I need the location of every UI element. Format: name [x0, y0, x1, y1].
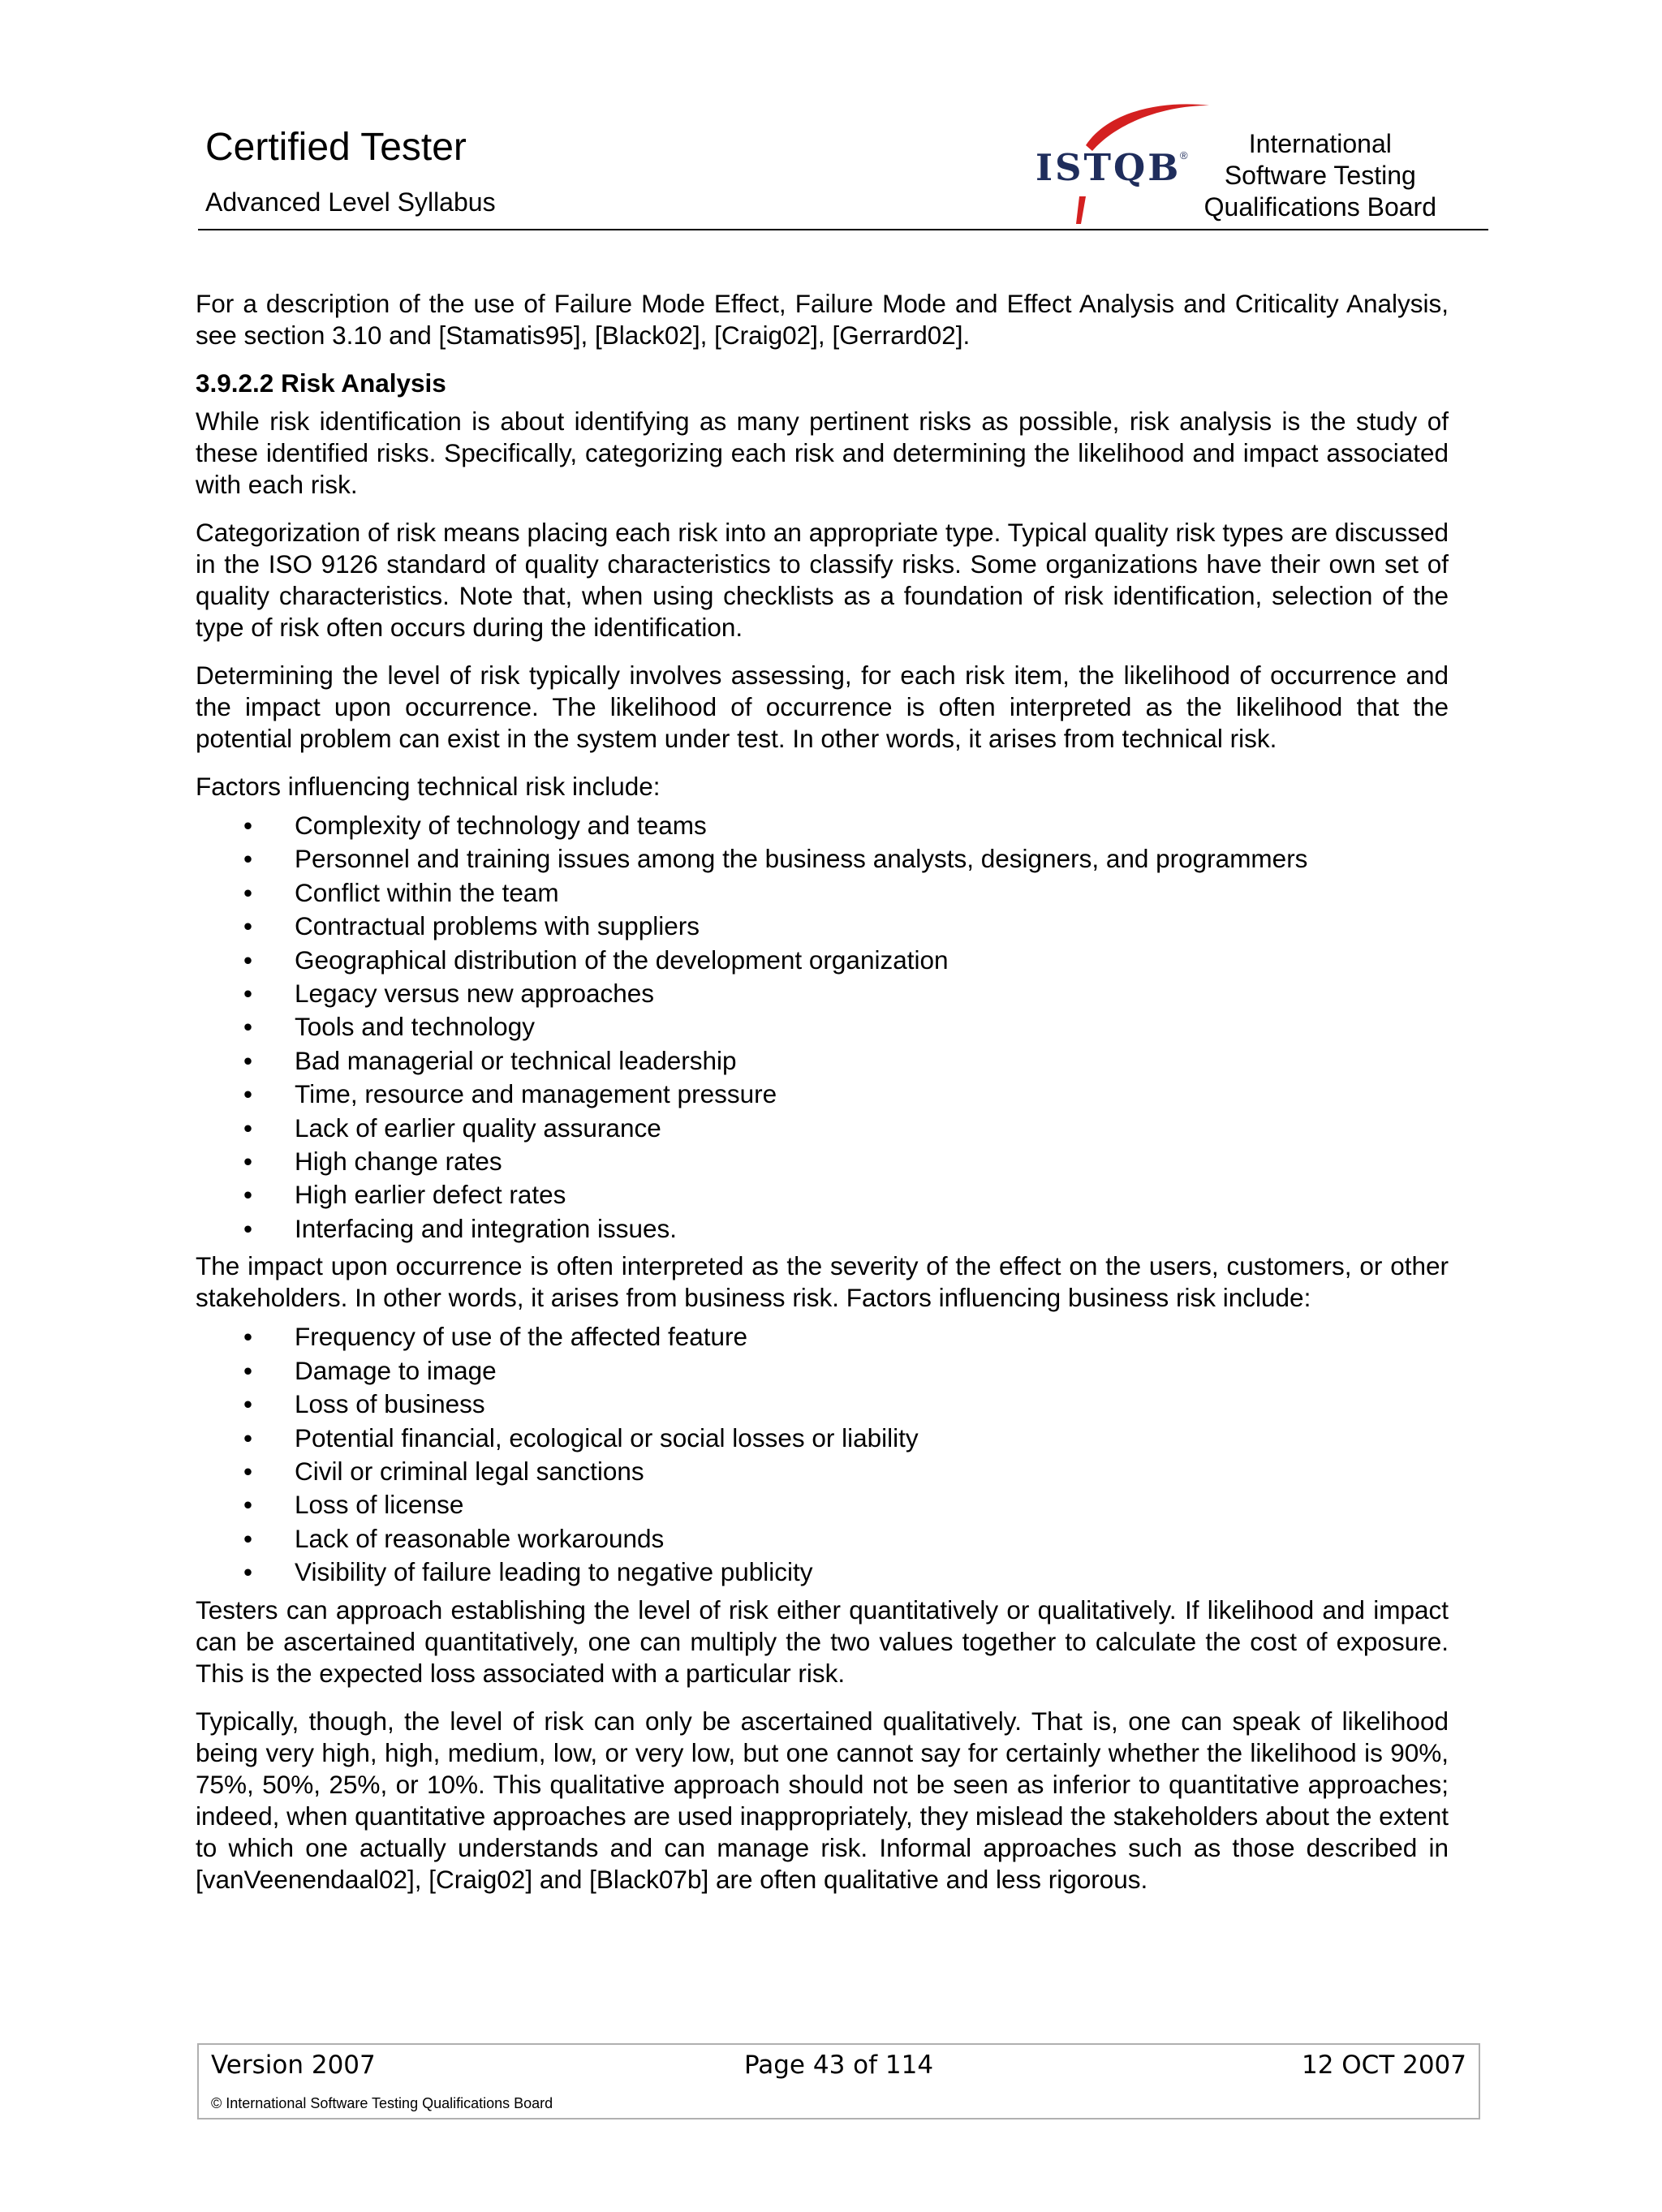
- bullet-icon: •: [243, 1490, 253, 1520]
- list-item: • High change rates: [196, 1145, 1449, 1178]
- organization-name: [1204, 128, 1436, 223]
- document-subtitle: Advanced Level Syllabus: [205, 187, 496, 217]
- bullet-icon: •: [243, 1112, 253, 1143]
- bullet-icon: •: [243, 1422, 253, 1452]
- header-divider: [198, 229, 1488, 230]
- bullet-icon: •: [243, 979, 253, 1009]
- list-item: • Interfacing and integration issues.: [196, 1212, 1449, 1246]
- paragraph-1: While risk identification is about identifying as many pertinent risks as possible, risk analysis is the study of these identified risks. Specifically, categorizing each risk and determining the likelihood and impact associated with each risk.: [196, 407, 1449, 499]
- bullet-icon: •: [243, 1389, 253, 1419]
- list-item: • Lack of earlier quality assurance: [196, 1112, 1449, 1145]
- org-line-2: Software Testing: [1224, 161, 1416, 190]
- list-item: • Lack of reasonable workarounds: [196, 1522, 1449, 1556]
- bullet-icon: •: [243, 1147, 253, 1177]
- bullet-icon: •: [243, 844, 253, 874]
- bullet-icon: •: [243, 1523, 253, 1553]
- list-item: • Contractual problems with suppliers: [196, 910, 1449, 943]
- istqb-logo: [1029, 101, 1216, 230]
- list-item: • Civil or criminal legal sanctions: [196, 1455, 1449, 1488]
- footer-page-number: Page 43 of 114: [743, 2051, 934, 2080]
- org-line-3: Qualifications Board: [1203, 192, 1436, 222]
- page-footer: [197, 2043, 1480, 2119]
- list-item: • Potential financial, ecological or social losses or liability: [196, 1422, 1449, 1455]
- bullet-icon: •: [243, 1456, 253, 1486]
- list-item: • Complexity of technology and teams: [196, 809, 1449, 842]
- list-item: • Tools and technology: [196, 1010, 1449, 1044]
- paragraph-6: Testers can approach establishing the level of risk either quantitatively or qualitatively. If likelihood and impact can be ascertained quantitatively, one can multiply the two values together to calculate the cost of exposure. This is the expected loss associated with a particular risk.: [196, 1594, 1449, 1688]
- list-item: • Geographical distribution of the development organization: [196, 944, 1449, 977]
- paragraph-5: The impact upon occurrence is often interpreted as the severity of the effect on the users, customers, or other stakeholders. In other words, it arises from business risk. Factors influencing business risk include:: [196, 1251, 1449, 1313]
- bullet-icon: •: [243, 1180, 253, 1210]
- org-line-1: International: [1248, 129, 1392, 158]
- list-item: • Damage to image: [196, 1354, 1449, 1388]
- list-item: • Personnel and training issues among the business analysts, designers, and programmers: [196, 842, 1449, 876]
- footer-date: 12 OCT 2007: [1301, 2051, 1466, 2080]
- footer-version: Version 2007: [211, 2051, 376, 2080]
- list-item: • Bad managerial or technical leadership: [196, 1044, 1449, 1078]
- paragraph-3: Determining the level of risk typically involves assessing, for each risk item, the likelihood of occurrence and the impact upon occurrence. The likelihood of occurrence is often interpreted as the likelihood that the potential problem can exist in the system under test. In other words, it arises from technical risk.: [196, 661, 1449, 753]
- bullet-icon: •: [243, 1557, 253, 1587]
- bullet-icon: •: [243, 1045, 253, 1075]
- list-item: • Loss of business: [196, 1388, 1449, 1421]
- logo-wordmark: ISTQB: [1036, 146, 1182, 189]
- document-title: Certified Tester: [205, 126, 467, 169]
- bullet-icon: •: [243, 1012, 253, 1042]
- list-item: • Time, resource and management pressure: [196, 1078, 1449, 1111]
- list-item: • Visibility of failure leading to negative publicity: [196, 1556, 1449, 1589]
- bullet-icon: •: [243, 877, 253, 907]
- logo-trademark: ®: [1180, 149, 1188, 161]
- bullet-icon: •: [243, 811, 253, 840]
- intro-paragraph: For a description of the use of Failure Mode Effect, Failure Mode and Effect Analysis and Criticality Analysis, see section 3.10 and [Stamatis95], [Black02], [Craig02], [Gerrard02].: [196, 289, 1449, 350]
- bullet-icon: •: [243, 1079, 253, 1109]
- bullet-icon: •: [243, 1322, 253, 1352]
- list-item: • Conflict within the team: [196, 876, 1449, 910]
- list-item: • Loss of license: [196, 1488, 1449, 1521]
- business-risk-factors-list: [196, 1320, 1449, 1589]
- paragraph-4: Factors influencing technical risk include:: [196, 772, 661, 801]
- bullet-icon: •: [243, 1355, 253, 1385]
- bullet-icon: •: [243, 945, 253, 975]
- paragraph-2: Categorization of risk means placing each risk into an appropriate type. Typical quality risk types are discussed in the ISO 9126 standard of quality characteristics to classify risks. Some organizations have their own set of quality characteristics. Note that, when using checklists as a foundation of risk identification, selection of the type of risk often occurs during the identification.: [196, 518, 1449, 642]
- technical-risk-factors-list: [196, 809, 1449, 1246]
- list-item: • Legacy versus new approaches: [196, 977, 1449, 1010]
- footer-copyright: © International Software Testing Qualifications Board: [211, 2095, 553, 2111]
- list-item: • High earlier defect rates: [196, 1178, 1449, 1211]
- section-heading: 3.9.2.2 Risk Analysis: [196, 368, 446, 398]
- paragraph-7: Typically, though, the level of risk can only be ascertained qualitatively. That is, one can speak of likelihood being very high, high, medium, low, or very low, but one cannot say for certainly whether the likelihood is 90%, 75%, 50%, 25%, or 10%. This qualitative approach should not be seen as inferior to quantitative approaches; indeed, when quantitative approaches are used inappropriately, they mislead the stakeholders about the extent to which one actually understands and can manage risk. Informal approaches such as those described in [vanVeenendaal02], [Craig02] and [Black07b] are often qualitative and less rigorous.: [196, 1706, 1449, 1894]
- page-content: [196, 288, 1449, 1912]
- bullet-icon: •: [243, 911, 253, 941]
- bullet-icon: •: [243, 1213, 253, 1243]
- list-item: • Frequency of use of the affected feature: [196, 1320, 1449, 1353]
